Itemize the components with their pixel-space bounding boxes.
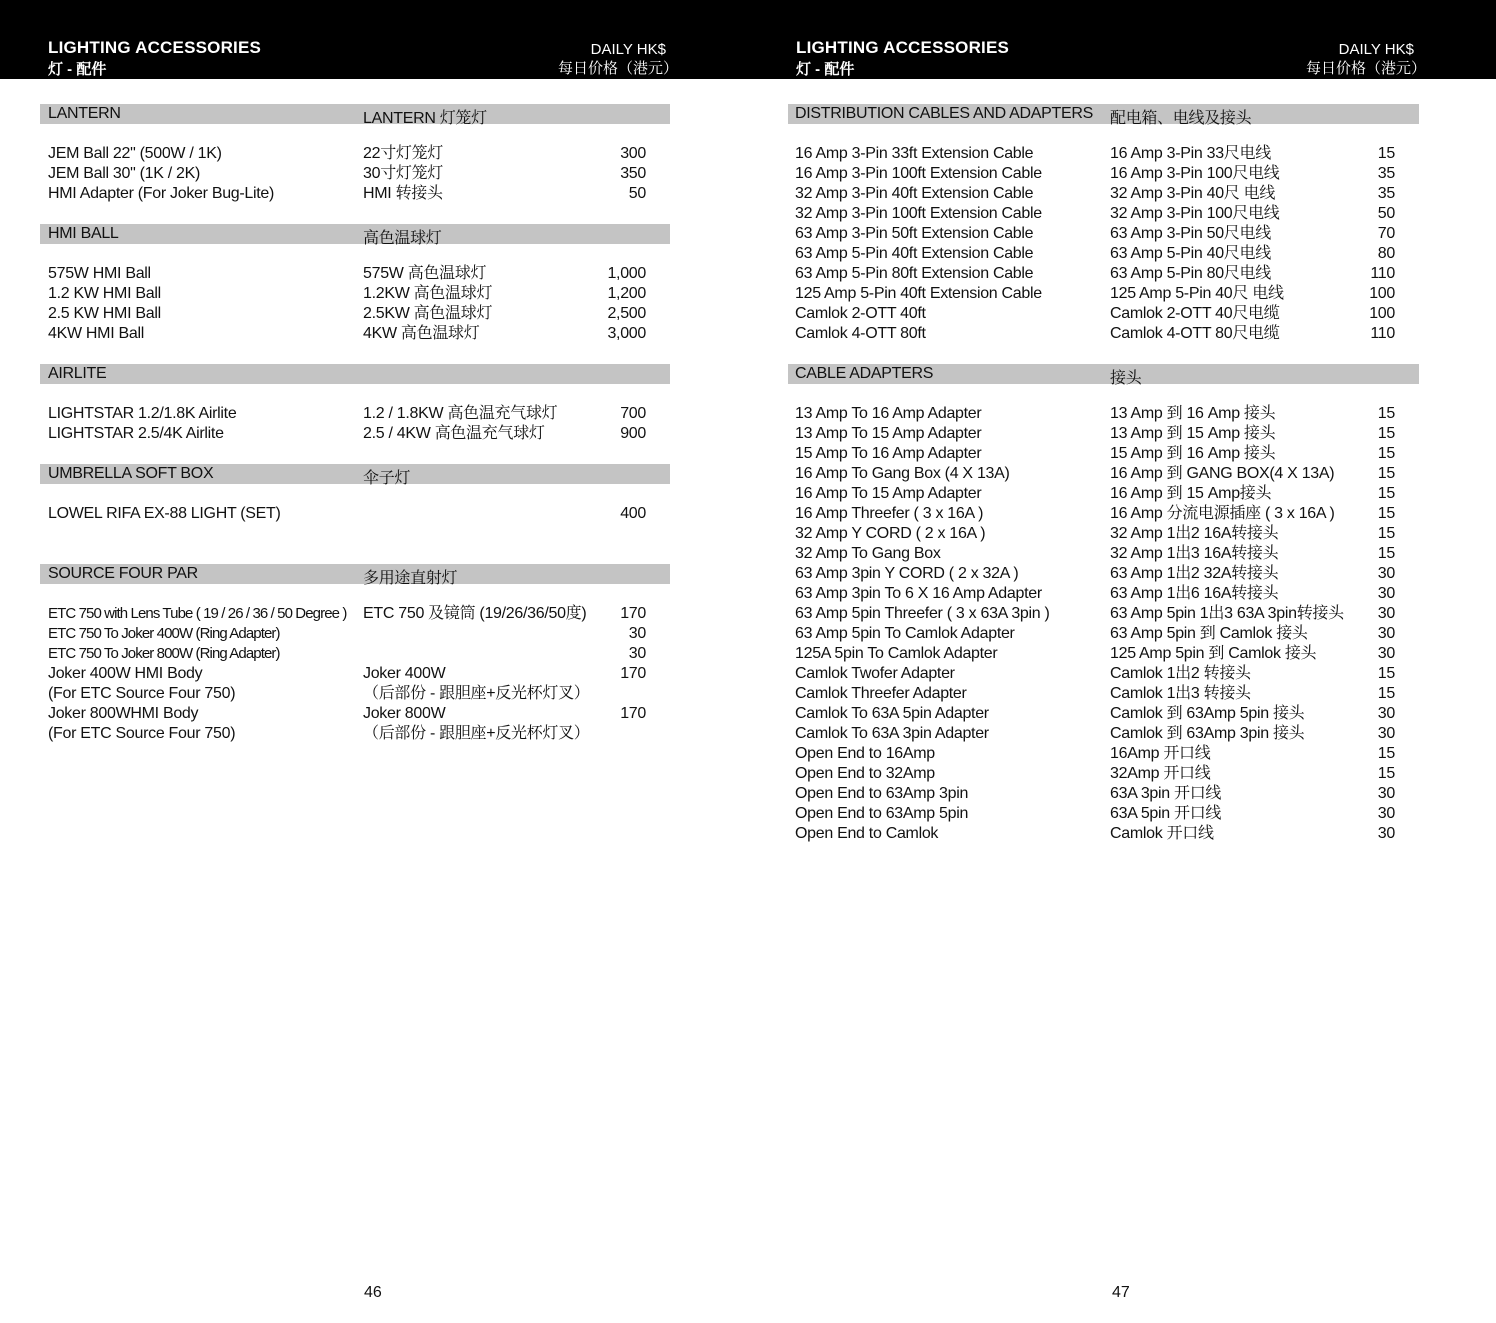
item-name-cn: 63 Amp 1出2 32A转接头: [1110, 565, 1279, 582]
item-price: 100: [1369, 285, 1395, 302]
item-name-cn: ETC 750 及镜筒 (19/26/36/50度): [363, 605, 587, 622]
item-name-cn: 63A 5pin 开口线: [1110, 805, 1222, 822]
item-price: 1,000: [607, 265, 646, 282]
section-title-cn: 高色温球灯: [363, 230, 442, 247]
item-name-cn: 15 Amp 到 16 Amp 接头: [1110, 445, 1276, 462]
item-name-cn: Joker 400W: [363, 665, 446, 682]
item-name-cn: Camlok 到 63Amp 5pin 接头: [1110, 705, 1305, 722]
item-price: 35: [1377, 165, 1395, 182]
item-price: 900: [620, 425, 646, 442]
item-name: 15 Amp To 16 Amp Adapter: [795, 445, 982, 462]
header-title-cn: 灯 - 配件: [796, 61, 855, 78]
item-name-cn: 2.5 / 4KW 高色温充气球灯: [363, 425, 545, 442]
item-name: 16 Amp To 15 Amp Adapter: [795, 485, 982, 502]
item-name-cn: 16 Amp 到 15 Amp接头: [1110, 485, 1272, 502]
item-name: (For ETC Source Four 750): [48, 725, 236, 742]
list-item: [40, 404, 670, 424]
item-price: 2,500: [607, 305, 646, 322]
item-name-cn: 13 Amp 到 15 Amp 接头: [1110, 425, 1276, 442]
item-name-cn: 125 Amp 5pin 到 Camlok 接头: [1110, 645, 1317, 662]
header-title-cn: 灯 - 配件: [48, 61, 107, 78]
item-name-cn: （后部份 - 跟胆座+反光杯灯叉）: [363, 685, 590, 702]
item-price: 30: [1377, 625, 1395, 642]
item-name-cn: 16 Amp 3-Pin 33尺电线: [1110, 145, 1271, 162]
item-price: 30: [1377, 805, 1395, 822]
item-name: 16 Amp Threefer ( 3 x 16A ): [795, 505, 984, 522]
item-price: 350: [620, 165, 646, 182]
item-name: 16 Amp 3-Pin 100ft Extension Cable: [795, 165, 1042, 182]
page-number: 46: [364, 1284, 382, 1301]
item-name-cn: Camlok 开口线: [1110, 825, 1214, 842]
item-name: Open End to 16Amp: [795, 745, 935, 762]
item-price: 15: [1377, 545, 1395, 562]
section-title: UMBRELLA SOFT BOX: [48, 465, 214, 482]
section: [40, 464, 670, 524]
item-price: 700: [620, 405, 646, 422]
item-name: Joker 800WHMI Body: [48, 705, 199, 722]
item-name: JEM Ball 22" (500W / 1K): [48, 145, 222, 162]
item-price: 15: [1377, 685, 1395, 702]
list-item: [788, 524, 1419, 544]
item-name-cn: 16 Amp 3-Pin 100尺电线: [1110, 165, 1280, 182]
list-item: [788, 784, 1419, 804]
section-header: [40, 364, 670, 384]
item-name: Camlok 4-OTT 80ft: [795, 325, 926, 342]
item-name: 63 Amp 3-Pin 50ft Extension Cable: [795, 225, 1034, 242]
list-item: [788, 764, 1419, 784]
list-item: [788, 424, 1419, 444]
list-item: [40, 284, 670, 304]
section: [788, 364, 1419, 844]
item-price: 110: [1370, 325, 1395, 342]
item-name: HMI Adapter (For Joker Bug-Lite): [48, 185, 275, 202]
item-price: 50: [1377, 205, 1395, 222]
list-item: [40, 724, 670, 744]
item-name-cn: 13 Amp 到 16 Amp 接头: [1110, 405, 1276, 422]
list-item: [788, 704, 1419, 724]
section-header: [40, 464, 670, 487]
list-item: [788, 544, 1419, 564]
item-name-cn: 30寸灯笼灯: [363, 165, 443, 182]
item-price: 80: [1377, 245, 1395, 262]
item-name: Open End to Camlok: [795, 825, 939, 842]
item-name: Camlok Threefer Adapter: [795, 685, 967, 702]
item-name-cn: （后部份 - 跟胆座+反光杯灯叉）: [363, 725, 590, 742]
item-name: 13 Amp To 15 Amp Adapter: [795, 425, 982, 442]
item-price: 15: [1377, 465, 1395, 482]
item-name-cn: Camlok 2-OTT 40尺电缆: [1110, 305, 1280, 322]
item-price: 15: [1377, 505, 1395, 522]
item-name-cn: 125 Amp 5-Pin 40尺 电线: [1110, 285, 1284, 302]
section-title-cn: 伞子灯: [363, 470, 411, 487]
list-item: [40, 684, 670, 704]
section-title: CABLE ADAPTERS: [795, 365, 934, 382]
item-name: 32 Amp 3-Pin 100ft Extension Cable: [795, 205, 1042, 222]
item-price: 30: [1377, 825, 1395, 842]
item-name-cn: 32 Amp 1出3 16A转接头: [1110, 545, 1279, 562]
list-item: [788, 564, 1419, 584]
item-name: Camlok To 63A 5pin Adapter: [795, 705, 989, 722]
item-name-cn: 575W 高色温球灯: [363, 265, 487, 282]
item-name-cn: 16 Amp 到 GANG BOX(4 X 13A): [1110, 465, 1335, 482]
item-name-cn: 1.2 / 1.8KW 高色温充气球灯: [363, 405, 558, 422]
item-name: 63 Amp 5pin Threefer ( 3 x 63A 3pin ): [795, 605, 1050, 622]
item-price: 15: [1377, 425, 1395, 442]
item-name: ETC 750 To Joker 800W (Ring Adapter): [48, 645, 280, 662]
item-price: 30: [1377, 585, 1395, 602]
section-header: [40, 224, 670, 247]
item-name: Camlok Twofer Adapter: [795, 665, 955, 682]
list-item: [788, 584, 1419, 604]
item-name: (For ETC Source Four 750): [48, 685, 236, 702]
item-name: 63 Amp 5pin To Camlok Adapter: [795, 625, 1015, 642]
section-title: LANTERN: [48, 105, 121, 122]
section: [40, 224, 670, 344]
list-item: [788, 484, 1419, 504]
list-item: [788, 144, 1419, 164]
item-price: 30: [1377, 785, 1395, 802]
list-item: [40, 604, 670, 624]
item-name: Camlok To 63A 3pin Adapter: [795, 725, 989, 742]
item-price: 30: [628, 625, 646, 642]
section-title: HMI BALL: [48, 225, 119, 242]
item-name: 575W HMI Ball: [48, 265, 151, 282]
item-price: 30: [1377, 605, 1395, 622]
list-item: [788, 504, 1419, 524]
price-column-label-cn: 每日价格（港元）: [1305, 60, 1426, 77]
item-name: Joker 400W HMI Body: [48, 665, 203, 682]
item-name: ETC 750 with Lens Tube ( 19 / 26 / 36 / 50 Degree ): [48, 605, 347, 622]
section-header: [788, 364, 1419, 387]
item-name: ETC 750 To Joker 400W (Ring Adapter): [48, 625, 280, 642]
item-name-cn: Camlok 1出3 转接头: [1110, 685, 1251, 702]
item-price: 35: [1377, 185, 1395, 202]
item-name: 32 Amp To Gang Box: [795, 545, 941, 562]
item-price: 100: [1369, 305, 1395, 322]
list-item: [788, 824, 1419, 844]
item-name: 32 Amp Y CORD ( 2 x 16A ): [795, 525, 986, 542]
section-header: [40, 564, 670, 587]
item-name-cn: 63 Amp 3-Pin 50尺电线: [1110, 225, 1271, 242]
section-header: [40, 104, 670, 127]
item-name-cn: 63 Amp 5pin 1出3 63A 3pin转接头: [1110, 605, 1344, 622]
list-item: [40, 184, 670, 204]
list-item: [788, 164, 1419, 184]
item-price: 170: [620, 605, 646, 622]
item-price: 170: [620, 665, 646, 682]
item-name-cn: 16Amp 开口线: [1110, 745, 1211, 762]
item-price: 300: [620, 145, 646, 162]
item-price: 15: [1377, 665, 1395, 682]
list-item: [788, 444, 1419, 464]
list-item: [40, 164, 670, 184]
list-item: [40, 504, 670, 524]
section: [40, 104, 670, 204]
item-price: 15: [1377, 765, 1395, 782]
section-title: DISTRIBUTION CABLES AND ADAPTERS: [795, 105, 1094, 122]
item-name: LOWEL RIFA EX-88 LIGHT (SET): [48, 505, 281, 522]
item-price: 30: [628, 645, 646, 662]
item-name: Open End to 63Amp 3pin: [795, 785, 969, 802]
list-item: [788, 684, 1419, 704]
item-name-cn: Camlok 4-OTT 80尺电缆: [1110, 325, 1280, 342]
item-name-cn: HMI 转接头: [363, 185, 443, 202]
list-item: [40, 624, 670, 644]
list-item: [788, 404, 1419, 424]
list-item: [788, 644, 1419, 664]
price-column-label: DAILY HK$: [1338, 41, 1414, 58]
price-column-label-cn: 每日价格（港元）: [557, 60, 678, 77]
list-item: [788, 244, 1419, 264]
item-name: 63 Amp 5-Pin 40ft Extension Cable: [795, 245, 1034, 262]
page-number: 47: [1112, 1284, 1130, 1301]
list-item: [788, 744, 1419, 764]
list-item: [788, 304, 1419, 324]
price-column-label: DAILY HK$: [590, 41, 666, 58]
item-price: 15: [1377, 745, 1395, 762]
item-name: Camlok 2-OTT 40ft: [795, 305, 926, 322]
item-price: 170: [620, 705, 646, 722]
item-price: 15: [1377, 145, 1395, 162]
list-item: [40, 644, 670, 664]
section-header: [788, 104, 1419, 127]
item-name-cn: 32 Amp 3-Pin 40尺 电线: [1110, 185, 1276, 202]
section-title-cn: 多用途直射灯: [363, 570, 458, 587]
page-header: [0, 0, 748, 79]
item-name: LIGHTSTAR 1.2/1.8K Airlite: [48, 405, 237, 422]
list-item: [788, 204, 1419, 224]
item-name: 63 Amp 3pin Y CORD ( 2 x 32A ): [795, 565, 1019, 582]
item-price: 15: [1377, 485, 1395, 502]
section-title-cn: 接头: [1110, 370, 1142, 387]
section-title: SOURCE FOUR PAR: [48, 565, 198, 582]
item-name-cn: Joker 800W: [363, 705, 446, 722]
item-name-cn: 63 Amp 1出6 16A转接头: [1110, 585, 1279, 602]
list-item: [40, 264, 670, 284]
item-name-cn: 22寸灯笼灯: [363, 145, 443, 162]
item-name-cn: Camlok 到 63Amp 3pin 接头: [1110, 725, 1305, 742]
list-item: [40, 424, 670, 444]
item-price: 15: [1377, 405, 1395, 422]
item-price: 30: [1377, 705, 1395, 722]
right-page: [748, 0, 1496, 1323]
item-price: 30: [1377, 645, 1395, 662]
item-price: 30: [1377, 565, 1395, 582]
item-name: 2.5 KW HMI Ball: [48, 305, 161, 322]
section: [40, 364, 670, 444]
item-name: 32 Amp 3-Pin 40ft Extension Cable: [795, 185, 1034, 202]
price-list: [40, 104, 670, 764]
section-title: AIRLITE: [48, 365, 107, 382]
list-item: [40, 304, 670, 324]
item-name: 125A 5pin To Camlok Adapter: [795, 645, 998, 662]
item-name-cn: 63 Amp 5-Pin 80尺电线: [1110, 265, 1271, 282]
item-name: 13 Amp To 16 Amp Adapter: [795, 405, 982, 422]
item-name: 63 Amp 3pin To 6 X 16 Amp Adapter: [795, 585, 1042, 602]
item-name: 1.2 KW HMI Ball: [48, 285, 161, 302]
item-name-cn: Camlok 1出2 转接头: [1110, 665, 1251, 682]
item-name-cn: 63 Amp 5pin 到 Camlok 接头: [1110, 625, 1308, 642]
item-name: Open End to 32Amp: [795, 765, 935, 782]
list-item: [40, 324, 670, 344]
item-name-cn: 2.5KW 高色温球灯: [363, 305, 493, 322]
list-item: [788, 664, 1419, 684]
item-price: 3,000: [607, 325, 646, 342]
item-name-cn: 4KW 高色温球灯: [363, 325, 480, 342]
price-list: [788, 104, 1419, 864]
item-name: 63 Amp 5-Pin 80ft Extension Cable: [795, 265, 1034, 282]
list-item: [788, 724, 1419, 744]
item-name: LIGHTSTAR 2.5/4K Airlite: [48, 425, 224, 442]
item-name-cn: 63A 3pin 开口线: [1110, 785, 1222, 802]
item-name: 16 Amp 3-Pin 33ft Extension Cable: [795, 145, 1034, 162]
list-item: [788, 184, 1419, 204]
item-name-cn: 1.2KW 高色温球灯: [363, 285, 493, 302]
item-price: 1,200: [607, 285, 646, 302]
section-title-cn: LANTERN 灯笼灯: [363, 110, 487, 127]
item-name: 4KW HMI Ball: [48, 325, 144, 342]
list-item: [788, 324, 1419, 344]
item-price: 15: [1377, 525, 1395, 542]
page-header: [748, 0, 1496, 79]
item-name-cn: 32Amp 开口线: [1110, 765, 1211, 782]
list-item: [788, 464, 1419, 484]
list-item: [40, 144, 670, 164]
list-item: [788, 624, 1419, 644]
item-name: Open End to 63Amp 5pin: [795, 805, 969, 822]
item-name-cn: 32 Amp 3-Pin 100尺电线: [1110, 205, 1280, 222]
section: [40, 564, 670, 744]
item-name: 16 Amp To Gang Box (4 X 13A): [795, 465, 1010, 482]
item-name-cn: 32 Amp 1出2 16A转接头: [1110, 525, 1279, 542]
item-name-cn: 63 Amp 5-Pin 40尺电线: [1110, 245, 1271, 262]
item-name-cn: 16 Amp 分流电源插座 ( 3 x 16A ): [1110, 505, 1335, 522]
header-title: LIGHTING ACCESSORIES: [48, 38, 262, 57]
header-title: LIGHTING ACCESSORIES: [796, 38, 1010, 57]
item-price: 30: [1377, 725, 1395, 742]
item-name: 125 Amp 5-Pin 40ft Extension Cable: [795, 285, 1042, 302]
list-item: [788, 284, 1419, 304]
list-item: [788, 604, 1419, 624]
list-item: [788, 804, 1419, 824]
item-price: 50: [628, 185, 646, 202]
list-item: [40, 704, 670, 724]
section-title-cn: 配电箱、电线及接头: [1110, 110, 1252, 127]
item-price: 70: [1377, 225, 1395, 242]
item-price: 400: [620, 505, 646, 522]
item-price: 110: [1370, 265, 1395, 282]
item-name: JEM Ball 30" (1K / 2K): [48, 165, 201, 182]
section: [788, 104, 1419, 344]
list-item: [788, 264, 1419, 284]
item-price: 15: [1377, 445, 1395, 462]
list-item: [40, 664, 670, 684]
list-item: [788, 224, 1419, 244]
